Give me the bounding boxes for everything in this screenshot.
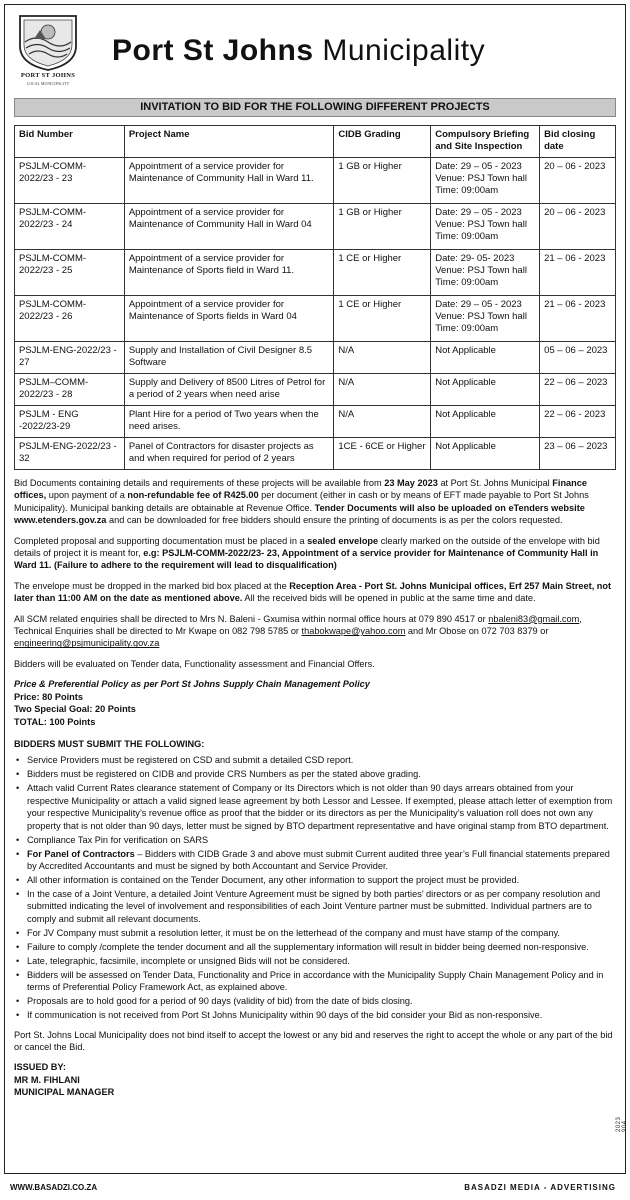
list-item: • Compliance Tax Pin for verification on SARS [14, 834, 616, 846]
closing-date: 20 – 06 - 2023 [540, 158, 616, 204]
project-name: Panel of Contractors for disaster projects as and when required for period of 2 years [124, 438, 334, 470]
list-item: • In the case of a Joint Venture, a detailed Joint Venture Agreement must be signed by both parties’ directors or as per company resolution and submitted indicating the level of involvement and responsibilities of each Joint Venture partner must be submitted. Individual partners are to comply and submit all relevant documents. [14, 888, 616, 925]
issued-label: ISSUED BY: [14, 1062, 66, 1073]
header-cidb-grading: CIDB Grading [334, 126, 431, 158]
envelope-example: e.g: PSJLM-COMM-2022/23- 23, Appointment of a service provider for Maintenance of Community Hall in Ward 11. (Failure to adhere to the requirement will lead to disqualification) [14, 548, 599, 571]
footer [4, 1176, 626, 1196]
text: and Mr Obose on 072 703 8379 or [405, 626, 549, 637]
policy-heading: Price & Preferential Policy as per Port St Johns Supply Chain Management Policy [14, 679, 370, 690]
text: and can be downloaded for free bidders should ensure the printing of documents is as per the colors requested. [106, 515, 563, 526]
cidb-grading: 1 GB or Higher [334, 204, 431, 250]
dropoff-location: Reception Area - Port St. Johns Municipal offices, Erf 257 Main Street, not later than 11:00 AM on the date as mentioned above. [14, 580, 612, 604]
closing-date: 05 – 06 – 2023 [540, 342, 616, 374]
availability-paragraph [14, 477, 616, 527]
text: per document (either in cash or by means of EFT made payable to Port St Johns Municipality). Municipal banking details are obtainable at Revenue Office. [14, 490, 589, 513]
list-item: • Proposals are to hold good for a period of 90 days (validity of bid) from the date of bids closing. [14, 995, 616, 1007]
enquiries-paragraph [14, 613, 616, 650]
cidb-grading: 1CE - 6CE or Higher [334, 438, 431, 470]
advert-code: 2023 904 [616, 1116, 628, 1132]
finance-offices: Finance offices, [14, 478, 587, 501]
bid-number: PSJLM-ENG-2022/23 - 32 [15, 438, 125, 470]
invitation-banner: INVITATION TO BID FOR THE FOLLOWING DIFFERENT PROJECTS [14, 98, 616, 117]
logo-subtitle: LOCAL MUNICIPALITY [26, 81, 70, 86]
bid-number: PSJLM-COMM-2022/23 - 25 [15, 250, 125, 296]
title-bold: Port St Johns [112, 34, 314, 67]
bid-number: PSJLM-COMM-2022/23 - 24 [15, 204, 125, 250]
issued-by [14, 1061, 616, 1098]
document-fee: non-refundable fee of R425.00 [127, 490, 259, 501]
closing-date: 20 – 06 - 2023 [540, 204, 616, 250]
header-briefing: Compulsory Briefing and Site Inspection [431, 126, 540, 158]
title-rest: Municipality [322, 34, 486, 67]
closing-date: 23 – 06 – 2023 [540, 438, 616, 470]
briefing: Not Applicable [431, 438, 540, 470]
body-text [14, 477, 616, 1099]
requirements-list [14, 754, 616, 1021]
technical-email-link[interactable]: thabokwape@yahoo.com [301, 626, 406, 637]
briefing: Not Applicable [431, 342, 540, 374]
list-item: • Failure to comply /complete the tender document and all the supplementary information will result in bidder being deemed non-responsive. [14, 941, 616, 953]
list-item: • Late, telegraphic, facsimile, incomplete or unsigned Bids will not be considered. [14, 955, 616, 967]
text: Completed proposal and supporting documentation must be placed in a [14, 535, 308, 546]
available-date: 23 May 2023 [384, 478, 438, 488]
table-row [15, 438, 616, 470]
table-row [15, 158, 616, 204]
project-name: Plant Hire for a period of Two years when the need arises. [124, 406, 334, 438]
project-name: Appointment of a service provider for Maintenance of Sports field in Ward 11. [124, 250, 334, 296]
text: , Technical Enquiries shall be directed to Mr Kwape on 082 798 5785 or [14, 613, 582, 637]
header [8, 6, 622, 94]
table-row [15, 406, 616, 438]
briefing: Date: 29- 05- 2023 Venue: PSJ Town hall Time: 09:00am [431, 250, 540, 296]
text: upon payment of a [46, 490, 128, 501]
price-policy [14, 678, 616, 728]
list-item: • Bidders must be registered on CIDB and provide CRS Numbers as per the stated above grading. [14, 768, 616, 780]
issuer-role: MUNICIPAL MANAGER [14, 1087, 115, 1098]
table-row [15, 204, 616, 250]
panel-contractors-label: For Panel of Contractors [27, 848, 135, 859]
project-name: Appointment of a service provider for Maintenance of Sports fields in Ward 04 [124, 296, 334, 342]
list-item: • Service Providers must be registered on CSD and submit a detailed CSD report. [14, 754, 616, 766]
footer-publisher: BASADZI MEDIA - ADVERTISING [464, 1183, 616, 1192]
bid-number: PSJLM-COMM-2022/23 - 23 [15, 158, 125, 204]
price-points: Price: 80 Points [14, 691, 83, 702]
header-closing-date: Bid closing date [540, 126, 616, 158]
text: All SCM related enquiries shall be directed to Mrs N. Baleni - Gxumisa within normal office hours at 079 890 4517 or [14, 613, 489, 624]
bid-number: PSJLM-ENG-2022/23 - 27 [15, 342, 125, 374]
bid-number: PSJLM-COMM-2022/23 - 26 [15, 296, 125, 342]
page-title [112, 34, 485, 68]
header-bid-number: Bid Number [15, 126, 125, 158]
list-item [14, 848, 616, 873]
closing-date: 22 – 06 – 2023 [540, 374, 616, 406]
municipality-logo [16, 12, 80, 90]
table-header-row [15, 126, 616, 158]
bid-number: PSJLM–COMM-2022/23 - 28 [15, 374, 125, 406]
table-row [15, 250, 616, 296]
closing-date: 22 – 06 - 2023 [540, 406, 616, 438]
table-row [15, 342, 616, 374]
closing-date: 21 – 06 - 2023 [540, 250, 616, 296]
briefing: Date: 29 – 05 - 2023 Venue: PSJ Town hall Time: 09:00am [431, 204, 540, 250]
cidb-grading: N/A [334, 342, 431, 374]
cidb-grading: N/A [334, 406, 431, 438]
bids-table [14, 125, 616, 470]
scm-email-link[interactable]: nbaleni83@gmail.com [488, 613, 580, 624]
table-row [15, 374, 616, 406]
total-points: TOTAL: 100 Points [14, 716, 96, 727]
cidb-grading: 1 CE or Higher [334, 296, 431, 342]
closing-paragraph: Port St. Johns Local Municipality does not bind itself to accept the lowest or any bid and reserves the right to accept the whole or any part of the bid or cancel the Bid. [14, 1029, 613, 1052]
briefing: Date: 29 – 05 - 2023 Venue: PSJ Town hall Time: 09:00am [431, 296, 540, 342]
requirements-heading: BIDDERS MUST SUBMIT THE FOLLOWING: [14, 738, 205, 749]
engineering-email-link[interactable]: engineering@psjmunicipality.gov.za [14, 638, 160, 649]
briefing: Date: 29 – 05 - 2023 Venue: PSJ Town hall Time: 09:00am [431, 158, 540, 204]
briefing: Not Applicable [431, 406, 540, 438]
project-name: Supply and Delivery of 8500 Litres of Petrol for a period of 2 years when need arise [124, 374, 334, 406]
list-item: • For JV Company must submit a resolution letter, it must be on the letterhead of the company and must have stamp of the company. [14, 927, 616, 939]
cidb-grading: N/A [334, 374, 431, 406]
footer-website-link[interactable]: WWW.BASADZI.CO.ZA [10, 1183, 98, 1192]
logo-name: PORT ST JOHNS [20, 72, 76, 79]
list-item: • Bidders will be assessed on Tender Data, Functionality and Price in accordance with the Municipality Supply Chain Management Policy and in terms of Preferential Policy Framework Act, as explained above. [14, 969, 616, 994]
closing-date: 21 – 06 - 2023 [540, 296, 616, 342]
sealed-envelope: sealed envelope [307, 535, 379, 546]
text: All the received bids will be opened in public at the same time and date. [242, 593, 536, 604]
table-row [15, 296, 616, 342]
project-name: Appointment of a service provider for Maintenance of Community Hall in Ward 04 [124, 204, 334, 250]
submission-paragraph [14, 535, 616, 572]
header-project-name: Project Name [124, 126, 334, 158]
text: The envelope must be dropped in the marked bid box placed at the [14, 580, 290, 591]
text: Bid Documents containing details and requirements of these projects will be available from [14, 478, 385, 488]
evaluation-paragraph: Bidders will be evaluated on Tender data, Functionality assessment and Financial Offers. [14, 658, 375, 669]
list-item: • If communication is not received from Port St Johns Municipality within 90 days of the bid consider your Bid as non-responsive. [14, 1009, 616, 1021]
list-item: • Attach valid Current Rates clearance statement of Company or Its Directors which is not older than 90 days arrears obtained from your respective Municipality or attach a valid signed lease agreement by both Lessor and Lessee. If exempted, please attach letter of exemption from your respective Municipality’s revenue office as proof that the bidder or its directors as per the Municipality’s valuation roll does not own any property that is not older than 90 days, letter must be signed by BTO department representative and have original stamp from BTO department. [14, 782, 616, 832]
dropoff-paragraph [14, 580, 616, 605]
list-item: • All other information is contained on the Tender Document, any other information to support the project must be provided. [14, 874, 616, 886]
project-name: Appointment of a service provider for Maintenance of Community Hall in Ward 11. [124, 158, 334, 204]
briefing: Not Applicable [431, 374, 540, 406]
bid-number: PSJLM - ENG -2022/23-29 [15, 406, 125, 438]
text: clearly marked on the outside of the envelope with bid details of project it is meant for, [14, 535, 600, 559]
project-name: Supply and Installation of Civil Designer 8.5 Software [124, 342, 334, 374]
text: – Bidders with CIDB Grade 3 and above must submit Current audited three year’s Full financial statements prepared by Accredited Accountants and must be signed by both Accountant and Service Provider. [27, 848, 610, 871]
cidb-grading: 1 CE or Higher [334, 250, 431, 296]
cidb-grading: 1 GB or Higher [334, 158, 431, 204]
special-goal-points: Two Special Goal: 20 Points [14, 704, 136, 715]
text: at Port St. Johns Municipal [437, 478, 553, 488]
etenders-link[interactable]: Tender Documents will also be uploaded on eTenders website www.etenders.gov.za [14, 502, 585, 526]
issuer-name: MR M. FIHLANI [14, 1074, 80, 1085]
